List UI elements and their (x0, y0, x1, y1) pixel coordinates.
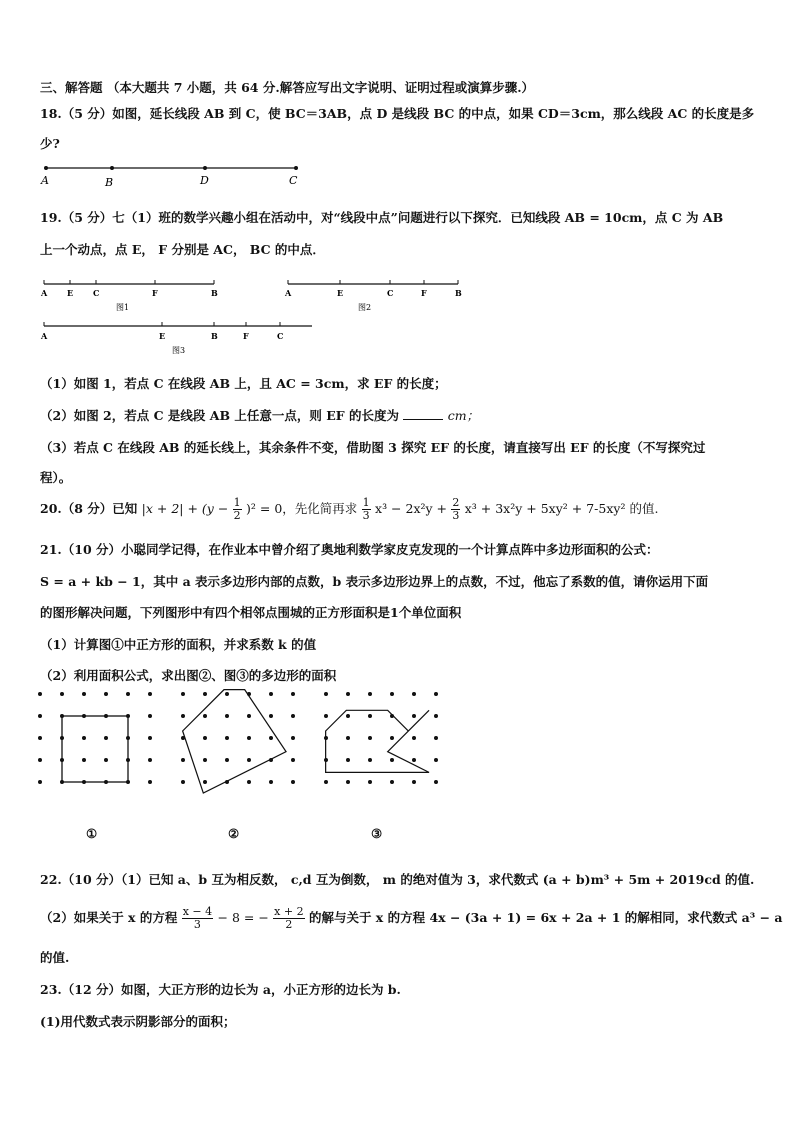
grid-dot (38, 780, 42, 784)
grid-dot (324, 714, 328, 718)
q21-figure-1-grid (34, 688, 160, 798)
fig2-label-a: A (285, 288, 292, 298)
q22-sub2-text-c: 的解与关于 x 的方程 4x − (3a + 1) = 6x + 2a + 1 的解相同，求代数式 a³ − a (308, 910, 783, 925)
grid-dot (225, 758, 229, 762)
grid-dot (148, 758, 152, 762)
grid-dot (82, 758, 86, 762)
grid-dot (38, 692, 42, 696)
fig1-label-a: A (41, 288, 48, 298)
q22-frac-2-den: 2 (285, 918, 293, 931)
grid-dot (148, 692, 152, 696)
q20-after-half: )² = 0，先化简再求 (246, 501, 358, 516)
grid-dot (60, 692, 64, 696)
q18-segment-figure (38, 160, 308, 190)
q19-sub2 (40, 406, 479, 424)
q20-frac-third-num: 1 (362, 496, 370, 509)
grid-dot (291, 692, 295, 696)
q19-sub2-unit: cm； (447, 408, 480, 423)
q19-figure-1 (38, 276, 228, 316)
q20-prefix: 20.（8 分）已知 (40, 501, 138, 516)
q20-frac-third (362, 497, 371, 522)
fig3-label-f: F (243, 331, 249, 341)
q19-text-line1: 19.（5 分）七（1）班的数学兴趣小组在活动中，对“线段中点”问题进行以下探究．已知线段 AB = 10cm，点 C 为 AB (40, 210, 724, 225)
grid-dot (324, 780, 328, 784)
grid-dot (269, 736, 273, 740)
q20-frac-two-thirds (451, 497, 460, 522)
q22-frac-2-num: x + 2 (274, 905, 304, 918)
fig2-label-e: E (337, 288, 344, 298)
q20-frac-third-den: 3 (362, 509, 370, 522)
grid-dot (346, 736, 350, 740)
fig1-caption: 图1 (116, 303, 130, 312)
grid-dot (247, 780, 251, 784)
grid-dot (434, 758, 438, 762)
fig3-label-a: A (41, 331, 48, 341)
q23-text-line2: (1)用代数式表示阴影部分的面积； (40, 1014, 236, 1029)
q22-sub2-text-a: （2）如果关于 x 的方程 (40, 910, 178, 925)
grid-dot (412, 714, 416, 718)
fig3-label-e: E (159, 331, 166, 341)
grid-dot (181, 780, 185, 784)
q22-sub2 (40, 904, 783, 932)
grid-dot (225, 714, 229, 718)
grid-dot (203, 736, 207, 740)
grid-dot (203, 692, 207, 696)
q18-label-c: C (289, 174, 298, 187)
q21-text-line1: 21.（10 分）小聪同学记得，在作业本中曾介绍了奥地利数学家皮克发现的一个计算点阵中多边形面积的公式： (40, 542, 659, 557)
grid-dot (434, 780, 438, 784)
grid-dot (291, 714, 295, 718)
grid-dot (368, 736, 372, 740)
q21-text-line3: 的图形解决问题，下列图形中有四个相邻点围城的正方形面积是1个单位面积 (40, 605, 462, 620)
q20-frac-23-den: 3 (452, 509, 460, 522)
q23-text-line1: 23.（12 分）如图，大正方形的边长为 a，小正方形的边长为 b. (40, 982, 401, 997)
grid-dot (148, 736, 152, 740)
grid-dot (434, 692, 438, 696)
fig1-label-f: F (152, 288, 158, 298)
grid-dot (126, 692, 130, 696)
q20-frac-half (233, 497, 242, 522)
q18-text-line2: 少? (40, 136, 60, 151)
q22-frac-2 (273, 906, 304, 931)
grid-dot (434, 736, 438, 740)
grid-dot (38, 736, 42, 740)
q18-label-b: B (105, 176, 114, 189)
fig2-caption: 图2 (358, 303, 372, 312)
section-header: 三、解答题 （本大题共 7 小题，共 64 分.解答应写出文字说明、证明过程或演算步骤.） (40, 80, 535, 95)
grid-dot (269, 780, 273, 784)
q22-frac-1-den: 3 (193, 918, 201, 931)
grid-dot (346, 758, 350, 762)
grid-dot (390, 758, 394, 762)
q20-frac-23-num: 2 (452, 496, 460, 509)
q20-text (40, 496, 658, 522)
grid-dot (269, 714, 273, 718)
q21-sub2: （2）利用面积公式，求出图②、图③的多边形的面积 (40, 668, 337, 683)
q18-label-a: A (41, 174, 49, 187)
grid-dot (203, 758, 207, 762)
fig2-label-f: F (421, 288, 427, 298)
grid-dot (104, 692, 108, 696)
q22-frac-1 (182, 906, 213, 931)
grid-dot (38, 714, 42, 718)
q20-abs-expr: |x + 2| + (y − (141, 501, 229, 516)
fig2-label-b: B (455, 288, 462, 298)
q22-text-line1: 22.（10 分）（1）已知 a、b 互为相反数， c,d 互为倒数， m 的绝对值为 3，求代数式 (a + b)m³ + 5m + 2019cd 的值. (40, 872, 755, 887)
q19-sub3-line1: （3）若点 C 在线段 AB 的延长线上，其余条件不变，借助图 3 探究 EF 的长度，请直接写出 EF 的长度（不写探究过 (40, 440, 706, 455)
fig3-label-b: B (211, 331, 218, 341)
grid-dot (38, 758, 42, 762)
q19-answer-blank (403, 409, 443, 420)
q22-text-line3: 的值. (40, 950, 70, 965)
q22-frac-1-num: x − 4 (182, 905, 213, 918)
grid-dot (368, 714, 372, 718)
q20-frac-half-den: 2 (233, 509, 241, 522)
q21-caption-1: ① (86, 826, 98, 841)
grid-dot (368, 780, 372, 784)
q21-figure-2-grid (177, 688, 303, 798)
grid-dot (324, 692, 328, 696)
fig2-label-c: C (387, 288, 394, 298)
grid-dot (368, 758, 372, 762)
grid-dot (203, 714, 207, 718)
grid-dot (412, 780, 416, 784)
q19-sub1: （1）如图 1，若点 C 在线段 AB 上，且 AC = 3cm，求 EF 的长度； (40, 376, 447, 391)
grid-dot (247, 714, 251, 718)
q21-caption-3: ③ (371, 826, 383, 841)
grid-dot (390, 692, 394, 696)
grid-dot (368, 692, 372, 696)
grid-dot (346, 692, 350, 696)
fig3-caption: 图3 (172, 346, 186, 355)
grid-dot (225, 692, 229, 696)
q21-caption-2: ② (228, 826, 240, 841)
grid-dot (412, 758, 416, 762)
grid-dot (181, 714, 185, 718)
grid-dot (225, 736, 229, 740)
q20-tail: x³ + 3x²y + 5xy² + 7-5xy² 的值. (464, 501, 659, 516)
q18-label-d: D (200, 174, 209, 187)
q20-frac-half-num: 1 (233, 496, 241, 509)
fig1-label-b: B (211, 288, 218, 298)
q21-figure-3-grid (320, 688, 446, 798)
q21-sub1: （1）计算图①中正方形的面积，并求系数 k 的值 (40, 637, 317, 652)
fig3-label-c: C (277, 331, 284, 341)
q20-mid: x³ − 2x²y + (375, 501, 448, 516)
q18-text-line1: 18.（5 分）如图，延长线段 AB 到 C，使 BC＝3AB，点 D 是线段 BC 的中点，如果 CD＝3cm，那么线段 AC 的长度是多 (40, 106, 755, 121)
q22-sub2-text-b: − 8 = − (217, 910, 269, 925)
grid-dot (82, 692, 86, 696)
fig1-label-e: E (67, 288, 74, 298)
grid-dot (247, 736, 251, 740)
fig1-label-c: C (93, 288, 100, 298)
grid-dot (104, 736, 108, 740)
q19-figure-3 (38, 318, 328, 360)
grid-dot (82, 736, 86, 740)
grid-dot (346, 780, 350, 784)
q19-figure-2 (282, 276, 472, 316)
grid-dot (269, 692, 273, 696)
grid-dot (104, 758, 108, 762)
grid-dot (181, 758, 185, 762)
q19-sub3-line2: 程）。 (40, 470, 72, 485)
grid-dot (247, 758, 251, 762)
grid-dot (412, 736, 416, 740)
grid-dot (181, 692, 185, 696)
grid-dot (346, 714, 350, 718)
q19-text-line2: 上一个动点，点 E， F 分别是 AC， BC 的中点． (40, 242, 325, 257)
grid-dot (412, 692, 416, 696)
grid-dot (291, 736, 295, 740)
grid-dot (434, 714, 438, 718)
grid-dot (148, 714, 152, 718)
grid-dot (148, 780, 152, 784)
grid-dot (291, 758, 295, 762)
grid-dot (291, 780, 295, 784)
grid-dot (390, 780, 394, 784)
grid-dot (203, 780, 207, 784)
q21-text-line2: S = a + kb − 1，其中 a 表示多边形内部的点数，b 表示多边形边界上的点数，不过，他忘了系数的值，请你运用下面 (40, 574, 709, 589)
q19-sub2-text: （2）如图 2，若点 C 是线段 AB 上任意一点，则 EF 的长度为 (40, 408, 399, 423)
grid-dot (390, 736, 394, 740)
